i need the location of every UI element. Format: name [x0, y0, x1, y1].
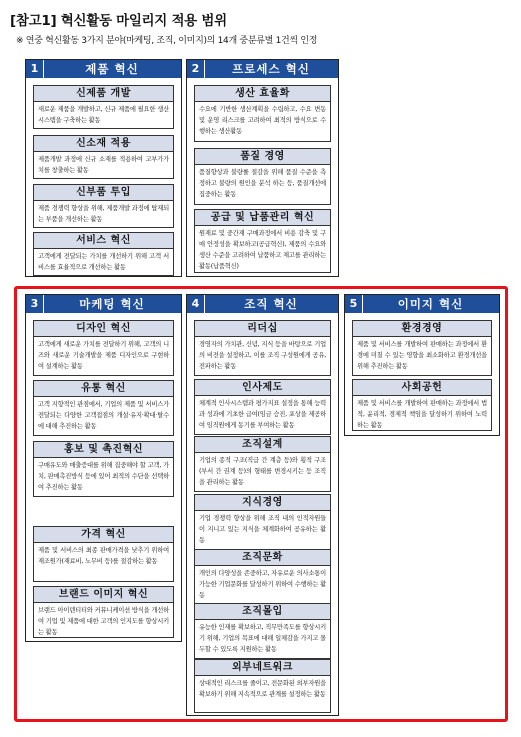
section-organization-innovation	[186, 294, 339, 716]
item-card	[33, 85, 174, 129]
item-title: 신소재 적용	[34, 136, 173, 152]
section-title: 마케팅 혁신	[79, 297, 145, 311]
item-card	[33, 135, 174, 179]
item-description: 경영자의 가치관, 신념, 지식 등을 바탕으로 기업의 비전을 설정하고, 이를 조직 구성원에게 공유, 전파하는 활동	[199, 341, 326, 370]
section-number: 1	[26, 60, 44, 78]
item-description: 제품 및 서비스를 개발하여 판매하는 과정에서 법적, 윤리적, 경제적 책임을 달성하기 위하여 노력하는 활동	[357, 400, 487, 429]
item-title: 조직몰입	[195, 604, 330, 620]
item-description: 새로운 제품을 개발하고, 신규 제품에 필요한 생산 시스템을 구축하는 활동	[38, 106, 169, 124]
item-card	[194, 85, 331, 142]
item-title: 브랜드 이미지 혁신	[34, 587, 173, 603]
item-title: 공급 및 납품관리 혁신	[195, 210, 330, 226]
item-card	[33, 586, 174, 638]
section-number: 3	[26, 295, 44, 313]
section-product-innovation	[25, 59, 182, 277]
item-description: 품질향상과 불량률 절감을 위해 품질 수준을 측정하고 불량의 원인을 분석 하는 등, 품질개선에 집중하는 활동	[199, 169, 326, 198]
item-title: 외부네트워크	[195, 660, 330, 676]
section-header	[187, 295, 338, 313]
item-card	[33, 380, 174, 436]
item-description: 제품 경쟁력 향상을 위해, 제품개발 과정에 탑재되는 부품을 개선하는 활동	[38, 205, 169, 223]
item-card	[33, 232, 174, 276]
section-header	[26, 295, 181, 313]
item-card	[194, 320, 331, 376]
item-title: 환경경영	[353, 321, 491, 337]
item-title: 품질 경영	[195, 149, 330, 165]
item-title: 생산 효율화	[195, 86, 330, 102]
item-card	[194, 494, 331, 550]
page-subtitle: ※ 연중 혁신활동 3가지 분야(마케팅, 조직, 이미지)의 14개 중분류별 1건씩 인정	[16, 36, 318, 46]
item-description: 제품 및 서비스의 최종 판매가격을 낮추기 위하여 재조원가(재료비, 노무비 등)를 절감하는 활동	[38, 547, 169, 565]
item-title: 지식경영	[195, 495, 330, 511]
section-title: 조직 혁신	[244, 297, 298, 311]
item-description: 기업의 종적 구조(직급 간 계층 등)와 횡적 구조(부서 간 권계 등)의 형태를 변경시키는 등 조직을 관리하는 활동	[199, 457, 326, 486]
section-title: 이미지 혁신	[397, 297, 464, 311]
item-description: 원재료 및 중간재 구매과정에서 비용 감축 및 구매 안정성을 확보하고(공급혁신), 제품의 수요와 생산 수준을 고려하여 납품하고 재고를 관리하는 활동(납품혁신)	[199, 230, 326, 270]
item-card	[33, 441, 174, 497]
item-title: 신제품 개발	[34, 86, 173, 102]
item-title: 리더십	[195, 321, 330, 337]
item-description: 기업 경쟁력 향상을 위해 조직 내의 인적자원들이 지니고 있는 지식을 체계화하여 공유하는 활동	[199, 515, 326, 544]
item-description: 유능한 인재를 확보하고, 직무만족도를 향상시키기 위해, 기업의 목표에 대해 일체감을 가지고 몰두할 수 있도록 지원하는 활동	[199, 624, 326, 653]
item-card	[194, 148, 331, 205]
item-card	[352, 320, 492, 376]
item-description: 체계적 인사시스템과 평가지표 설정을 통해 능력과 성과에 기초한 급여(임금 승진, 포상을 제공하여 임직원에게 동기를 부여하는 활동	[199, 400, 326, 429]
item-card	[352, 379, 492, 431]
item-card	[194, 379, 331, 435]
item-title: 서비스 혁신	[34, 233, 173, 249]
item-title: 조직설계	[195, 437, 330, 453]
item-title: 홍보 및 촉진혁신	[34, 442, 173, 458]
item-title: 조직문화	[195, 550, 330, 566]
item-title: 신부품 투입	[34, 185, 173, 201]
item-card	[194, 659, 331, 713]
item-description: 브랜드 아이덴티티와 커뮤니케이션 방식을 개선하여 기업 및 제품에 대한 고객의 인지도를 향상시키는 활동	[38, 607, 169, 636]
item-description: 고객에게 전달되는 가치를 개선하기 위해 고객 서비스를 효율적으로 개선하는 활동	[38, 253, 169, 271]
section-header	[345, 295, 499, 313]
item-card	[194, 209, 331, 273]
item-description: 개인의 다양성을 존중하고, 자유로운 의사소통이 가능한 기업문화를 달성하기 위하여 수행하는 활동	[199, 570, 326, 599]
item-description: 제품개발 과정에 신규 소재를 적용하여 고부가가치를 창출하는 활동	[38, 156, 169, 174]
section-title: 제품 혁신	[85, 62, 139, 76]
item-description: 수요에 기반한 생산계획을 수립하고, 수요 변동 및 운영 리스크를 고려하여 최적의 방식으로 수행하는 생산활동	[199, 106, 326, 135]
item-card	[33, 526, 174, 582]
item-title: 가격 혁신	[34, 527, 173, 543]
section-image-innovation	[344, 294, 500, 436]
section-header	[26, 60, 181, 78]
item-description: 상대적인 리스크를 줄이고, 전문화된 외부자원을 확보하기 위해 지속적으로 관계를 설정하는 활동	[199, 680, 326, 698]
section-title: 프로세스 혁신	[232, 62, 310, 76]
section-number: 4	[187, 295, 205, 313]
section-header	[187, 60, 338, 78]
section-number: 2	[187, 60, 205, 78]
item-description: 고객에게 새로운 가치를 전달하기 위해, 고객의 니즈와 새로운 기술개발을 제품 디자인으로 구현하여 설계하는 활동	[38, 341, 169, 370]
item-title: 유통 혁신	[34, 381, 173, 397]
section-process-innovation	[186, 59, 339, 277]
item-card	[194, 603, 331, 659]
section-number: 5	[345, 295, 363, 313]
item-card	[194, 549, 331, 605]
item-description: 고객 지향적인 관점에서, 기업의 제품 및 서비스가 전달되는 다양한 고객접점의 개설·유지·확대·탈수에 대해 추진하는 활동	[38, 401, 169, 430]
item-title: 사회공헌	[353, 380, 491, 396]
item-card	[33, 184, 174, 228]
item-description: 구매유도와 매출증대를 위해 집중해야 할 고객, 가치, 판매촉진방식 등에 있어 최적의 수단을 선택하여 추진하는 활동	[38, 462, 169, 491]
item-title: 인사제도	[195, 380, 330, 396]
item-card	[194, 436, 331, 492]
item-title: 디자인 혁신	[34, 321, 173, 337]
page-title: [참고1] 혁신활동 마일리지 적용 범위	[10, 13, 227, 29]
item-description: 제품 및 서비스를 개발하여 판매하는 과정에서 환경에 미칠 수 있는 영향을 최소화하고 환경개선을 위해 추진하는 활동	[357, 341, 487, 370]
item-card	[33, 320, 174, 376]
section-marketing-innovation	[25, 294, 182, 642]
